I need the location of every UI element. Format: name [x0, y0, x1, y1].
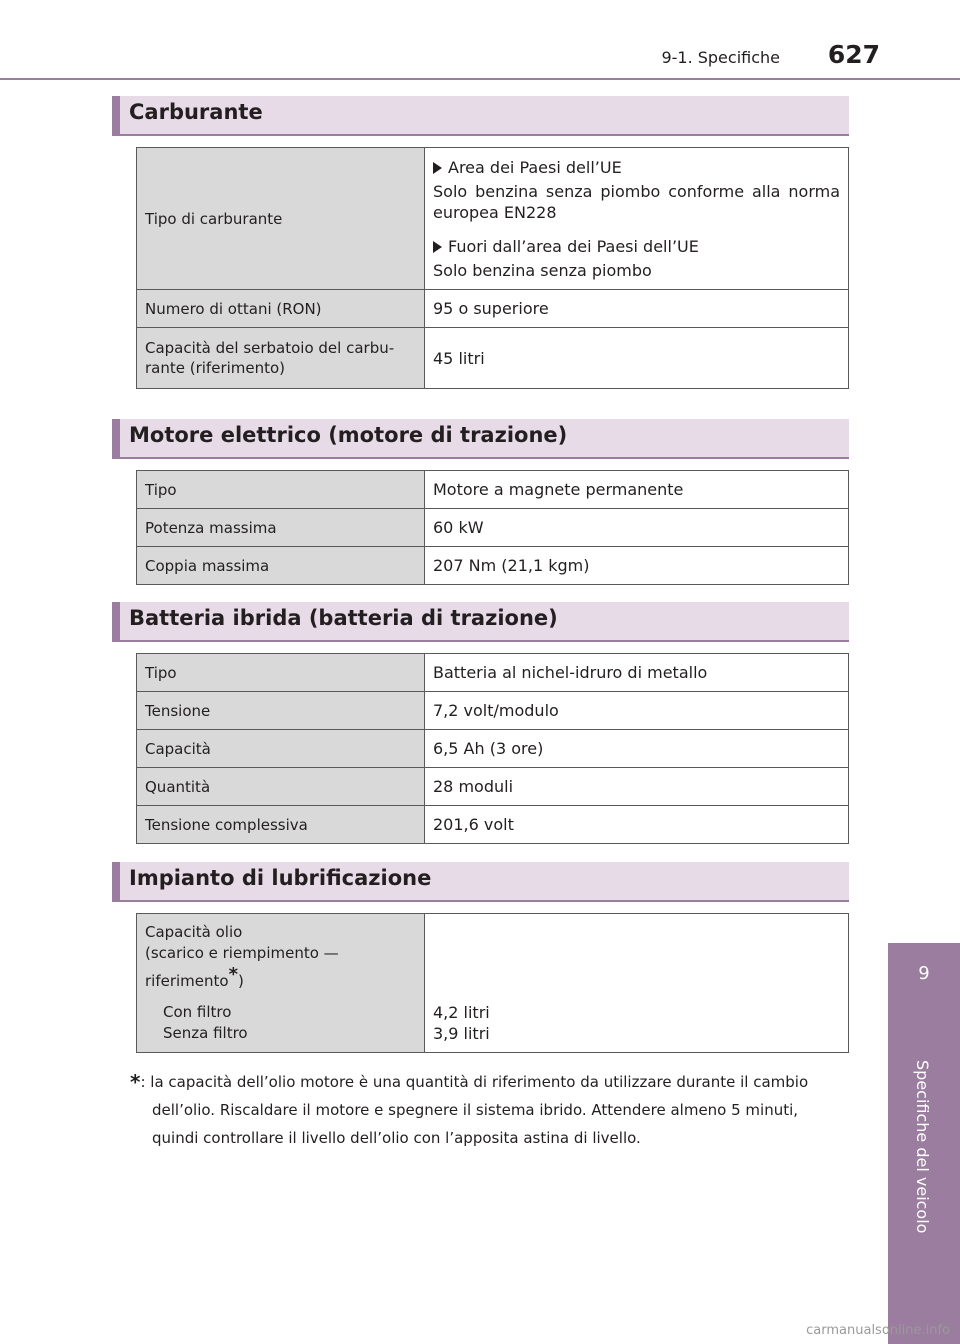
cell-label: Tipo — [137, 471, 425, 509]
cell-label: Potenza massima — [137, 509, 425, 547]
list-item — [433, 237, 840, 256]
table-row — [137, 692, 849, 730]
bullet-text: Area dei Paesi dell’UE — [448, 158, 622, 177]
section-heading-carburante — [112, 96, 849, 136]
oil-label-block — [145, 914, 416, 1002]
cell-label: Tensione complessiva — [137, 806, 425, 844]
oil-capacity-label — [137, 914, 425, 1053]
cell-value: Batteria al nichel-idruro di metallo — [425, 654, 849, 692]
table-row — [137, 768, 849, 806]
footnote — [130, 1068, 828, 1152]
cell-label: Tipo — [137, 654, 425, 692]
footnote-star: * — [130, 1070, 141, 1094]
label-line: (scarico e riempimento — — [145, 944, 339, 962]
table-row — [137, 509, 849, 547]
paragraph: Solo benzina senza piombo — [433, 261, 652, 280]
cell-label: Capacità — [137, 730, 425, 768]
table-row — [137, 806, 849, 844]
cell-value: 7,2 volt/modulo — [425, 692, 849, 730]
section-heading-motore — [112, 419, 849, 459]
table-row — [137, 471, 849, 509]
footnote-line: dell’olio. Riscaldare il motore e spegnere il sistema ibrido. Attendere almeno 5 minuti, — [152, 1101, 799, 1119]
oil-capacity-value — [425, 914, 849, 1053]
bullet-text: Fuori dall’area dei Paesi dell’UE — [448, 237, 699, 256]
table-row — [137, 290, 849, 328]
chapter-label: Specifiche del veicolo — [913, 1060, 932, 1234]
cell-value: 201,6 volt — [425, 806, 849, 844]
oil-table — [136, 913, 849, 1053]
cell-value: 6,5 Ah (3 ore) — [425, 730, 849, 768]
label-line: riferimento — [145, 972, 229, 990]
battery-table — [136, 653, 849, 844]
arrow-bullet-icon — [433, 241, 442, 253]
tank-capacity-value: 45 litri — [425, 328, 849, 389]
oil-with-filter-value: 4,2 litri — [433, 1003, 490, 1022]
cell-value: Motore a magnete permanente — [425, 471, 849, 509]
watermark: carmanualsonline.info — [806, 1323, 950, 1338]
section-heading-text: Batteria ibrida (batteria di trazione) — [129, 606, 558, 630]
label-line: ) — [238, 972, 244, 990]
section-heading-lubrificazione — [112, 862, 849, 902]
header-rule — [0, 78, 960, 80]
label-line: rante (riferimento) — [145, 359, 286, 377]
footnote-line: : la capacità dell’olio motore è una quantità di riferimento da utilizzare durante il cambio — [140, 1073, 809, 1091]
cell-value: 60 kW — [425, 509, 849, 547]
cell-label: Quantità — [137, 768, 425, 806]
paragraph: Solo benzina senza piombo conforme alla norma europea EN228 — [433, 182, 840, 222]
list-item — [433, 158, 840, 177]
octane-value: 95 o superiore — [425, 290, 849, 328]
chapter-number: 9 — [918, 963, 930, 984]
footnote-star: * — [228, 964, 239, 985]
cell-label: Tensione — [137, 692, 425, 730]
filter-with-label: Con filtro — [163, 1003, 232, 1021]
oil-without-filter-value: 3,9 litri — [433, 1024, 490, 1043]
cell-value: 28 moduli — [425, 768, 849, 806]
section-heading-text: Impianto di lubrificazione — [129, 866, 432, 890]
table-row — [137, 654, 849, 692]
table-row — [137, 547, 849, 585]
fuel-table — [136, 147, 849, 389]
filter-options — [145, 1002, 416, 1052]
cell-label: Coppia massima — [137, 547, 425, 585]
label-line: Capacità olio — [145, 923, 243, 941]
fuel-type-value — [425, 148, 849, 290]
tank-capacity-label — [137, 328, 425, 389]
motor-table — [136, 470, 849, 585]
page-number: 627 — [827, 40, 880, 69]
table-row — [137, 914, 849, 1053]
section-heading-text: Motore elettrico (motore di trazione) — [129, 423, 568, 447]
section-heading-batteria — [112, 602, 849, 642]
octane-label: Numero di ottani (RON) — [137, 290, 425, 328]
footnote-line: quindi controllare il livello dell’olio con l’apposita astina di livello. — [152, 1129, 641, 1147]
table-row — [137, 328, 849, 389]
filter-without-label: Senza filtro — [163, 1024, 248, 1042]
table-row — [137, 148, 849, 290]
section-heading-text: Carburante — [129, 100, 263, 124]
arrow-bullet-icon — [433, 162, 442, 174]
section-title: 9-1. Specifiche — [661, 48, 780, 67]
table-row — [137, 730, 849, 768]
label-line: Capacità del serbatoio del carbu- — [145, 339, 395, 357]
fuel-type-label: Tipo di carburante — [137, 148, 425, 290]
cell-value: 207 Nm (21,1 kgm) — [425, 547, 849, 585]
